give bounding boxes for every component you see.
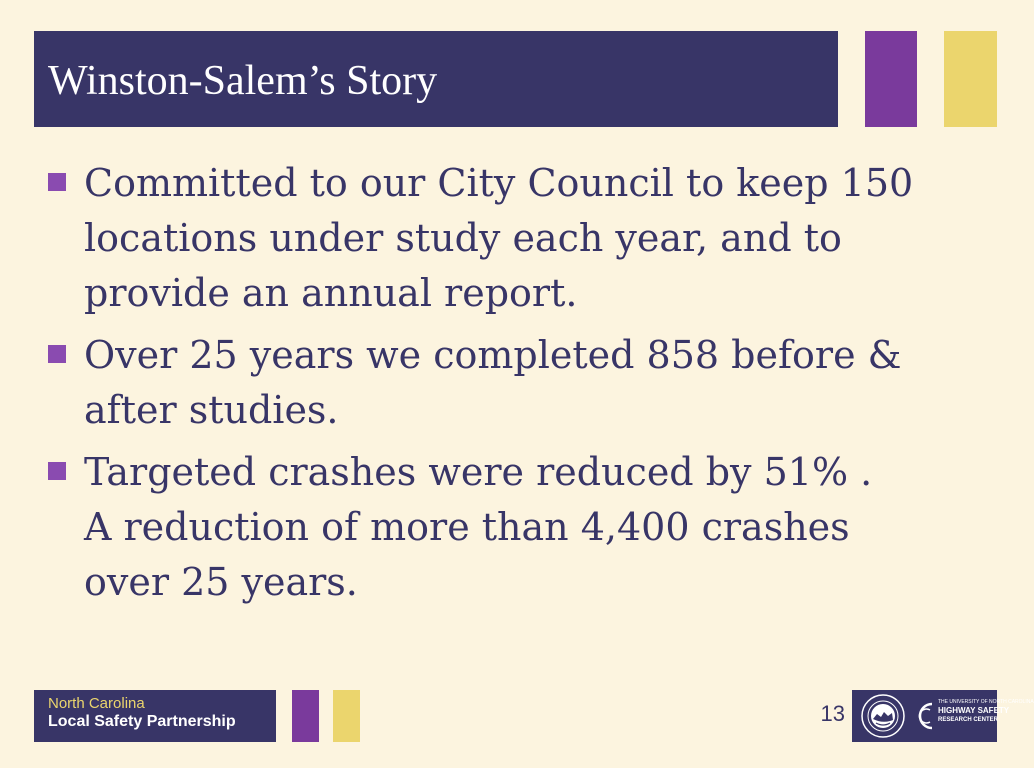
hsrc-swoosh-icon — [914, 701, 936, 731]
purple-footer-accent — [292, 690, 319, 742]
purple-accent-block — [865, 31, 917, 127]
title-bar — [34, 31, 838, 127]
hsrc-subtitle: RESEARCH CENTER — [938, 717, 999, 723]
brand-name: Local Safety Partnership — [48, 713, 236, 730]
yellow-accent-block — [944, 31, 997, 127]
slide-title: Winston-Salem’s Story — [48, 58, 438, 104]
footer-brand-box — [34, 690, 276, 742]
square-bullet-icon — [48, 173, 66, 191]
seal-logo-icon — [860, 693, 906, 739]
bullet-item — [46, 445, 996, 610]
bullet-text: Committed to our City Council to keep 150 locations under study each year, and to provide an annual report. — [84, 161, 914, 315]
footer-logo-box — [852, 690, 1034, 742]
hsrc-university: THE UNIVERSITY OF NORTH CAROLINA — [938, 699, 1034, 705]
square-bullet-icon — [48, 345, 66, 363]
hsrc-text — [938, 698, 1034, 724]
bullet-list — [46, 156, 996, 617]
yellow-footer-accent — [333, 690, 360, 742]
bullet-text: Over 25 years we completed 858 before & after studies. — [84, 333, 902, 432]
slide-number: 13 — [820, 701, 845, 726]
hsrc-logo — [914, 698, 1034, 734]
hsrc-title: HIGHWAY SAFETY — [938, 706, 1010, 715]
square-bullet-icon — [48, 462, 66, 480]
bullet-text: Targeted crashes were reduced by 51% . A reduction of more than 4,400 crashes over 25 years. — [84, 450, 873, 604]
bullet-item — [46, 156, 996, 321]
bullet-item — [46, 328, 996, 438]
brand-state: North Carolina — [48, 695, 145, 712]
